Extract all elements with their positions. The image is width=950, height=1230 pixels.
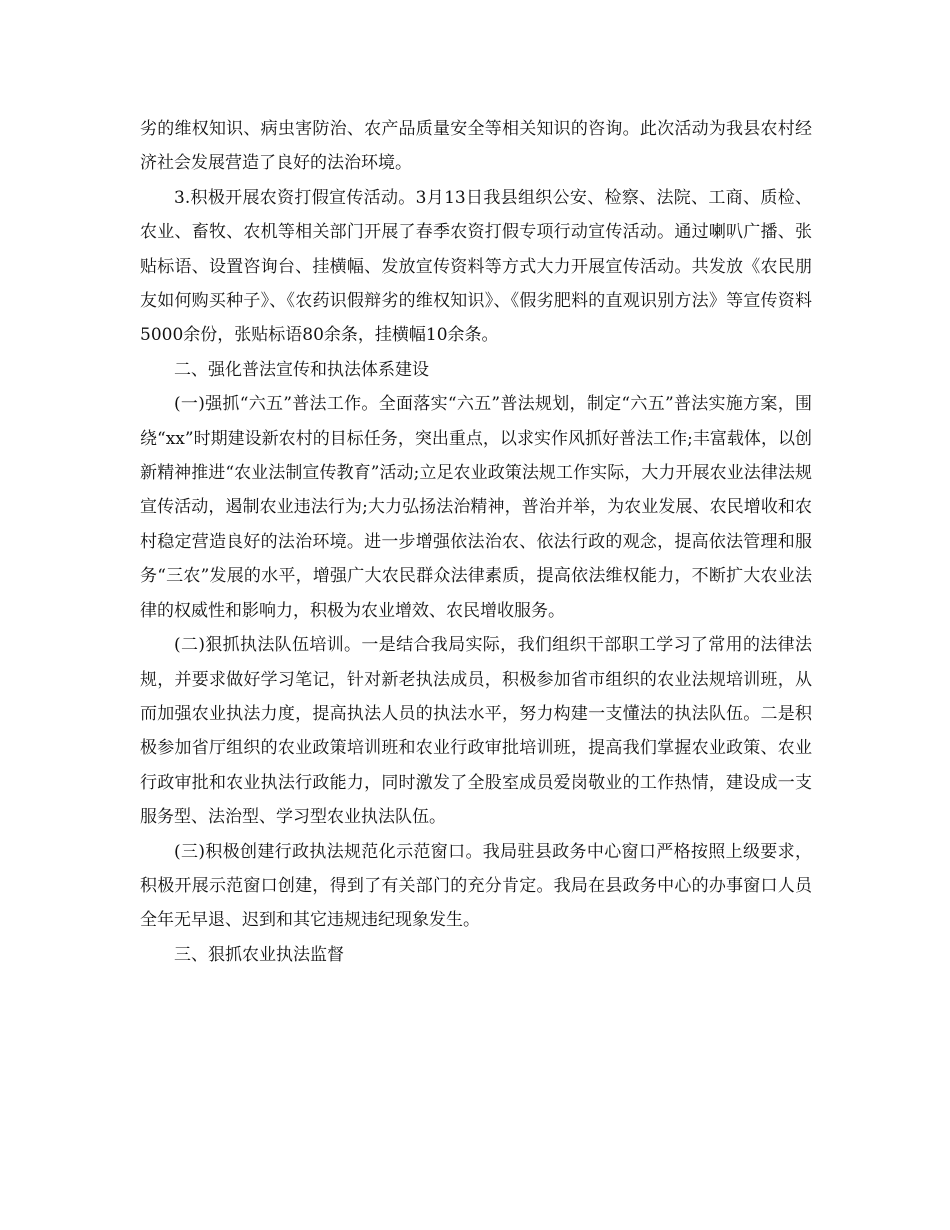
section-heading-two: 二、强化普法宣传和执法体系建设 [174,359,429,380]
paragraph-continuation: 劣的维权知识、病虫害防治、农产品质量安全等相关知识的咨询。此次活动为我县农村经济社会发展营造了良好的法治环境。 [140,119,812,174]
paragraph-model-window: (三)积极创建行政执法规范化示范窗口。我局驻县政务中心窗口严格按照上级要求，积极开展示范窗口创建，得到了有关部门的充分肯定。我局在县政务中心的办事窗口人员全年无早退、迟到和其它违规违纪现象发生。 [140,841,812,931]
paragraph-team-training: (二)狠抓执法队伍培训。一是结合我局实际，我们组织干部职工学习了常用的法律法规，并要求做好学习笔记，针对新老执法成员，积极参加省市组织的农业法规培训班，从而加强农业执法力度，提高执法人员的执法水平，努力构建一支懂法的执法队伍。二是积极参加省厅组织的农业政策培训班和农业行政审批培训班，提高我们掌握农业政策、农业行政审批和农业执法行政能力，同时激发了全股室成员爱岗敬业的工作热情，建设成一支服务型、法治型、学习型农业执法队伍。 [140,635,812,828]
paragraph-law-education: (一)强抓“六五”普法工作。全面落实“六五”普法规划，制定“六五”普法实施方案，围绕“xx”时期建设新农村的目标任务，突出重点，以求实作风抓好普法工作;丰富载体，以创新精神推进“农业法制宣传教育”活动;立足农业政策法规工作实际，大力开展农业法律法规宣传活动，遏制农业违法行为;大力弘扬法治精神，普治并举，为农业发展、农民增收和农村稳定营造良好的法治环境。进一步增强依法治农、依法行政的观念，提高依法管理和服务“三农”发展的水平，增强广大农民群众法律素质，提高依法维权能力，不断扩大农业法律的权威性和影响力，积极为农业增效、农民增收服务。 [140,394,812,621]
section-heading-three: 三、狠抓农业执法监督 [174,944,344,965]
paragraph-anti-fraud-campaign: 3.积极开展农资打假宣传活动。3月13日我县组织公安、检察、法院、工商、质检、农业、畜牧、农机等相关部门开展了春季农资打假专项行动宣传活动。通过喇叭广播、张贴标语、设置咨询台、挂横幅、发放宣传资料等方式大力开展宣传活动。共发放《农民朋友如何购买种子》、《农药识假辩劣的维权知识》、《假劣肥料的直观识别方法》等宣传资料5000余份，张贴标语80余条，挂横幅10余条。 [140,187,812,346]
document-body [140,112,812,972]
